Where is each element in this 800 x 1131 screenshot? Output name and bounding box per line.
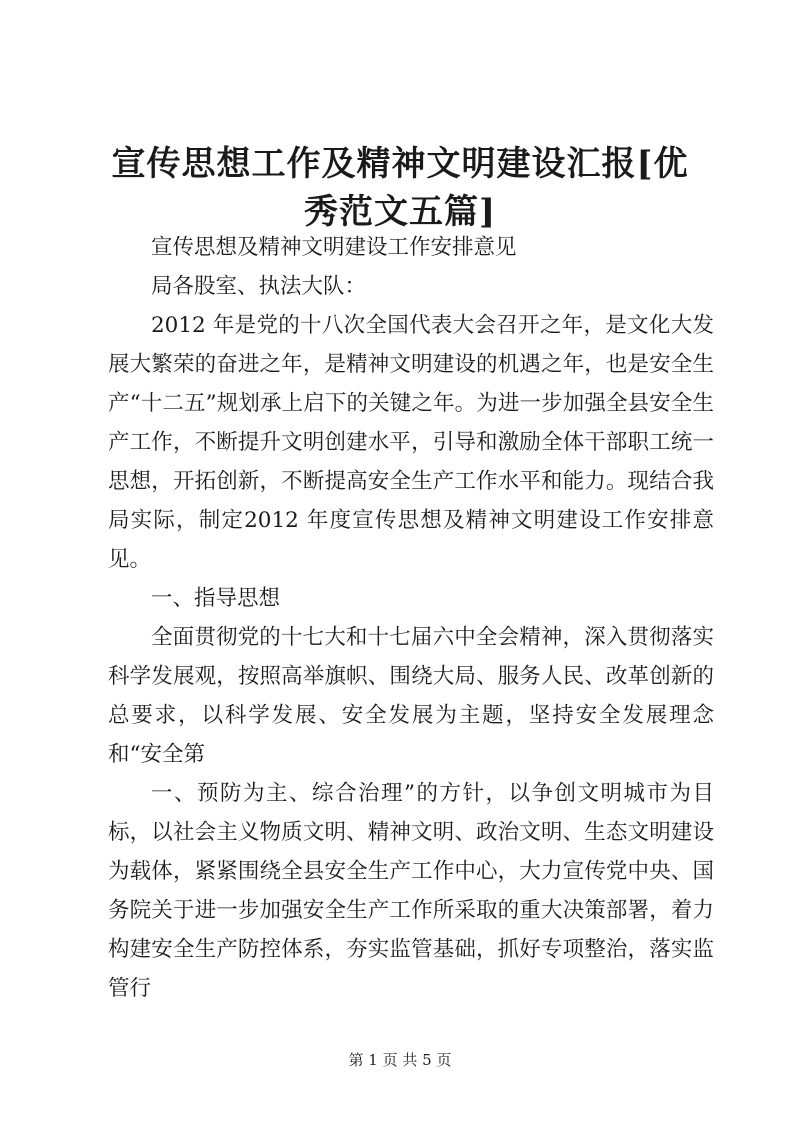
paragraph-salutation: 局各股室、执法大队： <box>151 274 367 299</box>
page-number-footer: 第 1 页 共 5 页 <box>348 1051 452 1069</box>
paragraph-intro: 2012 年是党的十八次全国代表大会召开之年，是文化大发展大繁荣的奋进之年，是精神文明建设的机遇之年，也是安全生产“十二五”规划承上启下的关键之年。为进一步加强全县安全生产工作，不断提升文明创建水平，引导和激励全体干部职工统一思想，开拓创新，不断提高安全生产工作水平和能力。现结合我局实际，制定2012 年度宣传思想及精神文明建设工作安排意见。 <box>108 313 714 572</box>
paragraph-heading-guiding-thought: 一、指导思想 <box>151 586 281 611</box>
paragraph-policy: 一、预防为主、综合治理”的方针，以争创文明城市为目标，以社会主义物质文明、精神文明、政治文明、生态文明建设为载体，紧紧围绕全县安全生产工作中心，大力宣传党中央、国务院关于进一步加强安全生产工作所采取的重大决策部署，着力构建安全生产防控体系，夯实监管基础，抓好专项整治，落实监管行 <box>108 781 714 1001</box>
paragraph-guiding-thought: 全面贯彻党的十七大和十七届六中全会精神，深入贯彻落实科学发展观，按照高举旗帜、围绕大局、服务人民、改革创新的总要求，以科学发展、安全发展为主题，坚持安全发展理念和“安全第 <box>108 625 714 767</box>
paragraph-subtitle: 宣传思想及精神文明建设工作安排意见 <box>151 235 517 260</box>
document-title: 宣传思想工作及精神文明建设汇报[优秀范文五篇] <box>111 144 689 232</box>
document-body <box>108 228 714 1008</box>
